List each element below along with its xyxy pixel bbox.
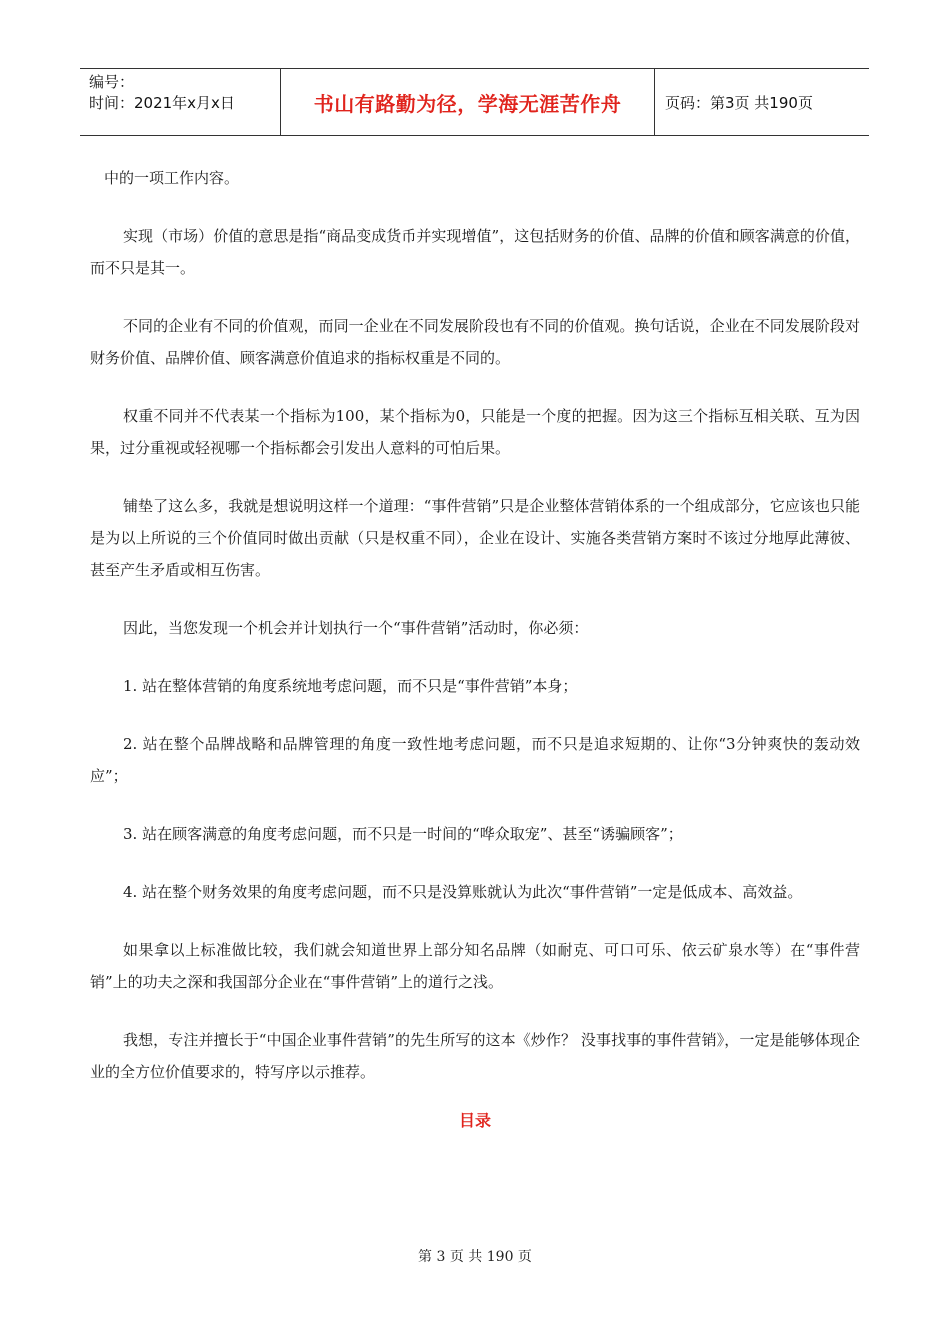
paragraph: 铺垫了这么多，我就是想说明这样一个道理：“事件营销”只是企业整体营销体系的一个组成部分，它应该也只能是为以上所说的三个价值同时做出贡献（只是权重不同），企业在设计、实施各类营销方案时不该过分地厚此薄彼、甚至产生矛盾或相互伤害。 [90,497,860,579]
header-motto: 书山有路勤为径，学海无涯苦作舟 [281,69,655,135]
serial-number-label: 编号： [89,73,135,91]
list-item: 1. 站在整体营销的角度系统地考虑问题，而不只是“事件营销”本身； [123,677,578,695]
body-text [90,162,860,1114]
paragraph: 如果拿以上标准做比较，我们就会知道世界上部分知名品牌（如耐克、可口可乐、依云矿泉水等）在“事件营销”上的功夫之深和我国部分企业在“事件营销”上的道行之浅。 [90,941,860,991]
page-footer: 第 3 页 共 190 页 [418,1249,532,1265]
list-item: 4. 站在整个财务效果的角度考虑问题，而不只是没算账就认为此次“事件营销”一定是低成本、高效益。 [123,883,803,901]
paragraph: 实现（市场）价值的意思是指“商品变成货币并实现增值”，这包括财务的价值、品牌的价值和顾客满意的价值，而不只是其一。 [90,227,860,277]
toc-heading: 目录 [458,1111,491,1130]
document-header [80,68,869,136]
header-page-label: 页码：第3页 共190页 [665,93,813,112]
paragraph: 中的一项工作内容。 [104,169,240,187]
header-meta [80,69,281,135]
paragraph: 不同的企业有不同的价值观，而同一企业在不同发展阶段也有不同的价值观。换句话说，企业在不同发展阶段对财务价值、品牌价值、顾客满意价值追求的指标权重是不同的。 [90,317,860,367]
list-item: 2. 站在整个品牌战略和品牌管理的角度一致性地考虑问题，而不只是追求短期的、让你“3分钟爽快的轰动效应”； [90,735,860,785]
paragraph: 权重不同并不代表某一个指标为100，某个指标为0，只能是一个度的把握。因为这三个指标互相关联、互为因果，过分重视或轻视哪一个指标都会引发出人意料的可怕后果。 [90,407,860,457]
paragraph: 因此，当您发现一个机会并计划执行一个“事件营销”活动时，你必须： [123,619,589,637]
paragraph: 我想，专注并擅长于“中国企业事件营销”的先生所写的这本《炒作？ 没事找事的事件营销》，一定是能够体现企业的全方位价值要求的，特写序以示推荐。 [90,1031,860,1081]
date-label: 时间：2021年x月x日 [89,94,235,112]
list-item: 3. 站在顾客满意的角度考虑问题，而不只是一时间的“哗众取宠”、甚至“诱骗顾客”； [123,825,683,843]
